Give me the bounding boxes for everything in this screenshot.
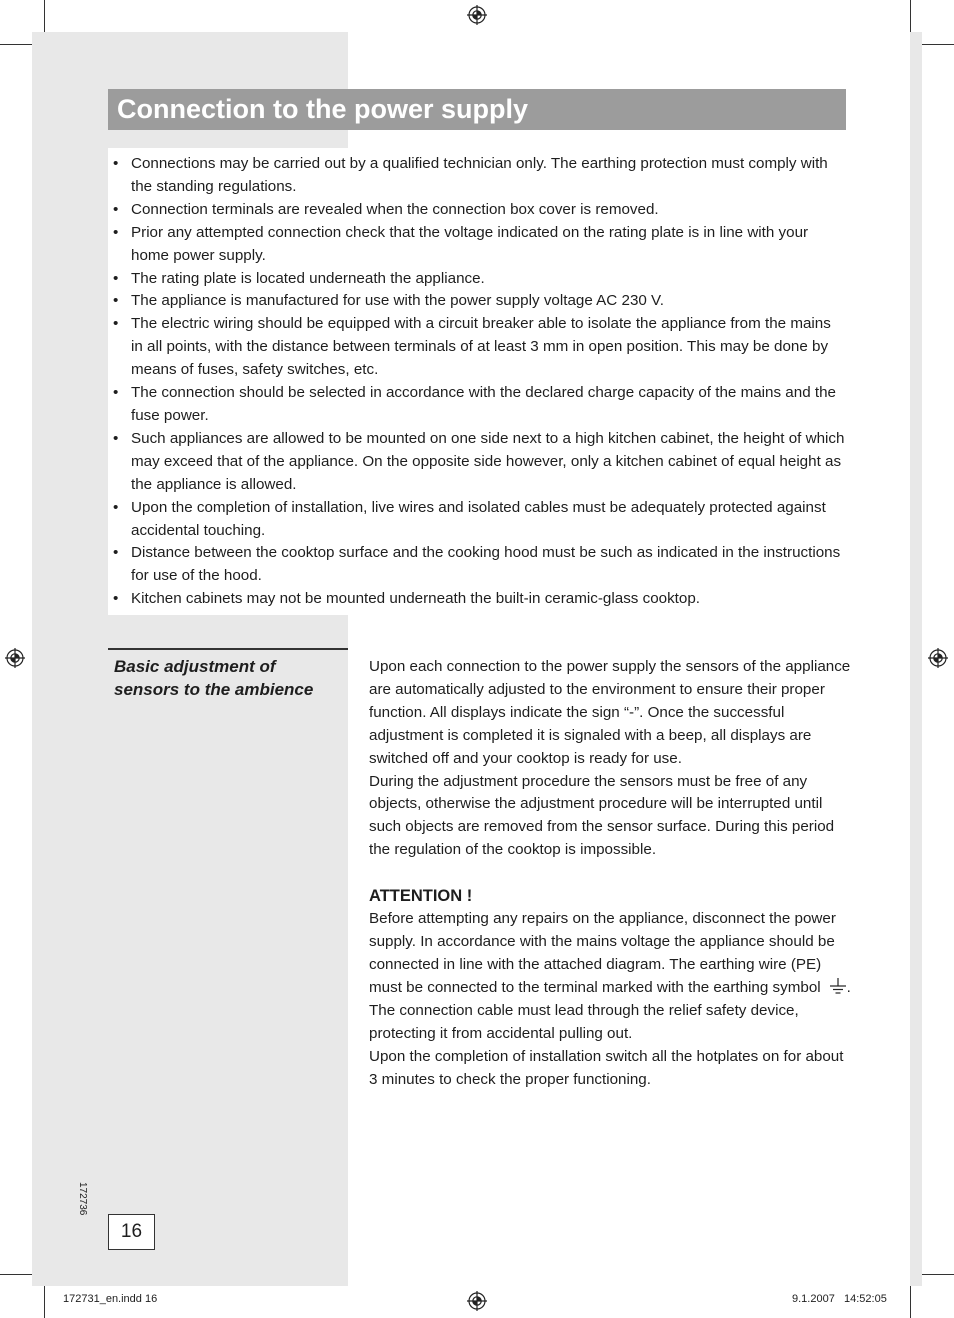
list-item-text: Connection terminals are revealed when the connection box cover is removed.	[131, 200, 659, 218]
bullet-icon: •	[113, 292, 119, 310]
registration-mark-icon	[467, 1291, 487, 1311]
page-number: 16	[108, 1214, 155, 1250]
attention-paragraph: Upon the completion of installation switch all the hotplates on for about 3 minutes to check the proper functioning.	[369, 1047, 844, 1088]
list-item	[112, 497, 846, 543]
crop-mark	[922, 1274, 954, 1275]
earth-ground-icon	[829, 978, 847, 995]
list-item-text: Distance between the cooktop surface and the cooking hood must be such as indicated in the instructions for use of the hood.	[131, 544, 841, 585]
list-item-text: Connections may be carried out by a qualified technician only. The earthing protection must comply with the standing regulations.	[131, 155, 828, 195]
bullet-icon: •	[113, 315, 119, 333]
attention-text: Before attempting any repairs on the appliance, disconnect the power supply. In accordance with the mains voltage the appliance should be connected in line with the attached diagram. The earthing wire (PE) must be connected to the terminal marked with the earthing symbol	[369, 910, 836, 996]
list-item	[112, 382, 846, 428]
list-item	[112, 290, 846, 313]
crop-mark	[0, 1274, 32, 1275]
list-item	[112, 313, 846, 382]
list-item-text: Kitchen cabinets may not be mounted underneath the built-in ceramic-glass cooktop.	[131, 590, 701, 608]
bullet-icon: •	[113, 498, 119, 516]
list-item	[112, 542, 846, 588]
section-body	[369, 656, 853, 1091]
requirements-list	[112, 153, 846, 611]
page-title: Connection to the power supply	[108, 89, 846, 130]
crop-mark	[910, 1286, 911, 1318]
attention-paragraph	[369, 908, 853, 1000]
list-item-text: The electric wiring should be equipped with a circuit breaker able to isolate the appliance from the mains in all points, with the distance between terminals of at least 3 mm in open position. This may be done by means of fuses, safety switches, etc.	[131, 315, 831, 379]
section-heading: Basic adjustment of sensors to the ambience	[114, 657, 314, 699]
footer-file-info: 172731_en.indd 16	[63, 1293, 158, 1305]
attention-paragraph: The connection cable must lead through the relief safety device, protecting it from accidental pulling out.	[369, 1001, 799, 1042]
list-item	[112, 588, 846, 611]
list-item-text: The connection should be selected in accordance with the declared charge capacity of the mains and the fuse power.	[131, 384, 836, 424]
list-item-text: Prior any attempted connection check that the voltage indicated on the rating plate is in line with your home power supply.	[131, 223, 809, 264]
right-grey-strip	[910, 32, 922, 1286]
list-item	[112, 222, 846, 268]
list-item-text: Such appliances are allowed to be mounted on one side next to a high kitchen cabinet, the height of which may exceed that of the appliance. On the opposite side however, only a kitchen cabinet of equal height as the appliance is allowed.	[131, 429, 845, 493]
section-divider	[108, 648, 348, 650]
list-item	[112, 268, 846, 291]
bullet-icon: •	[113, 200, 119, 218]
registration-mark-icon	[5, 648, 25, 668]
list-item	[112, 428, 846, 497]
bullet-icon: •	[113, 429, 119, 447]
list-item-text: Upon the completion of installation, live wires and isolated cables must be adequately protected against accidental touching.	[131, 498, 826, 539]
footer-timestamp: 9.1.2007 14:52:05	[792, 1293, 887, 1305]
crop-mark	[910, 0, 911, 32]
list-item	[112, 153, 846, 199]
paragraph: Upon each connection to the power supply the sensors of the appliance are automatically adjusted to the environment to ensure their proper function. All displays indicate the sign “-”. Once the successful adjustment is completed it is signaled with a beep, all displays are switched off and your cooktop is ready for use.	[369, 658, 851, 767]
crop-mark	[922, 44, 954, 45]
bullet-icon: •	[113, 544, 119, 562]
list-item-text: The appliance is manufactured for use with the power supply voltage AC 230 V.	[131, 292, 665, 310]
bullet-icon: •	[113, 384, 119, 402]
crop-mark	[44, 1286, 45, 1318]
paragraph: During the adjustment procedure the sensors must be free of any objects, otherwise the adjustment procedure will be interrupted until such objects are removed from the sensor surface. During this period the regulation of the cooktop is impossible.	[369, 772, 835, 859]
registration-mark-icon	[467, 5, 487, 25]
document-code: 172736	[77, 1182, 88, 1216]
bullet-icon: •	[113, 155, 119, 172]
registration-mark-icon	[928, 648, 948, 668]
bullet-icon: •	[113, 223, 119, 241]
attention-text-end: .	[846, 978, 851, 996]
list-item	[112, 199, 846, 222]
crop-mark	[44, 0, 45, 32]
crop-mark	[0, 44, 32, 45]
bullet-icon: •	[113, 590, 119, 608]
attention-heading: ATTENTION !	[369, 887, 473, 906]
list-item-text: The rating plate is located underneath the appliance.	[131, 269, 485, 287]
bullet-icon: •	[113, 269, 119, 287]
